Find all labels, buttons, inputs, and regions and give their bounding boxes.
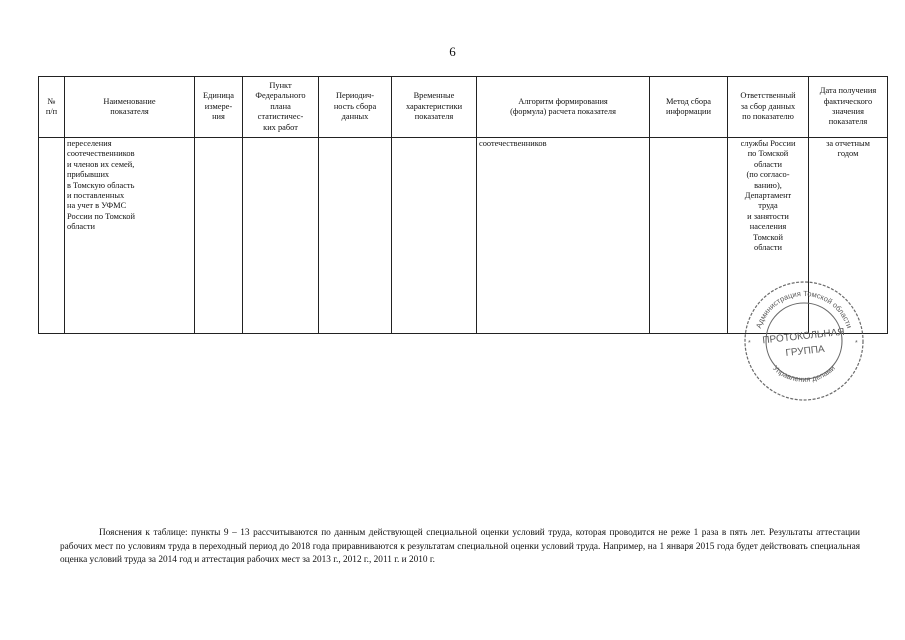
stamp-star-right-icon: * [855,340,858,347]
cell-time-characteristics [392,138,477,334]
cell-frequency [319,138,392,334]
cell-federal-plan-item [243,138,319,334]
header-collection-method: Метод сбора информации [650,77,728,138]
stamp-line2: ГРУППА [784,343,826,359]
header-time-characteristics: Временные характеристики показателя [392,77,477,138]
table-note-text: Пояснения к таблице: пункты 9 – 13 рассчитываются по данным действующей специальной оценки условий труда, которая проводится не реже 1 раза в пять лет. Результаты аттестации рабочих мест по условиям труда в переходный период до 2018 года приравниваются к результатам специальной оценки условий труда. Например, на 1 января 2015 года будет действовать специальная оценка условий труда за 2014 год и аттестация рабочих мест за 2013 г., 2012 г., 2011 г. и 2010 г. [60,528,860,565]
header-indicator-name: Наименование показателя [65,77,195,138]
cell-responsible: службы России по Томской области (по согласо- ванию), Департамент труда и занятости населения Томской области [728,138,809,334]
header-number: № п/п [39,77,65,138]
cell-number [39,138,65,334]
page-number: 6 [449,44,456,59]
header-date-received: Дата получения фактического значения показателя [809,77,888,138]
table-note [60,527,860,568]
cell-date-received: за отчетным годом [809,138,888,334]
cell-collection-method [650,138,728,334]
header-unit: Единица измере- ния [195,77,243,138]
stamp-line1: ПРОТОКОЛЬНАЯ [761,326,846,347]
stamp-star-left-icon: * [748,340,751,347]
header-frequency: Периодич- ность сбора данных [319,77,392,138]
header-algorithm: Алгоритм формирования (формула) расчета показателя [477,77,650,138]
stamp-top-arc-text: Администрация Томской области [754,288,854,330]
header-responsible: Ответственный за сбор данных по показателю [728,77,809,138]
stamp-bottom-arc-text: Управления делами [771,363,837,384]
header-federal-plan-item: Пункт Федерального плана статистичес- ких работ [243,77,319,138]
cell-unit [195,138,243,334]
cell-indicator-name: переселения соотечественников и членов их семей, прибывших в Томскую область и поставленных на учет в УФМС России по Томской области [65,138,195,334]
protocol-group-stamp [742,279,867,404]
cell-algorithm: соотечественников [477,138,650,334]
table-header-row [39,77,888,138]
